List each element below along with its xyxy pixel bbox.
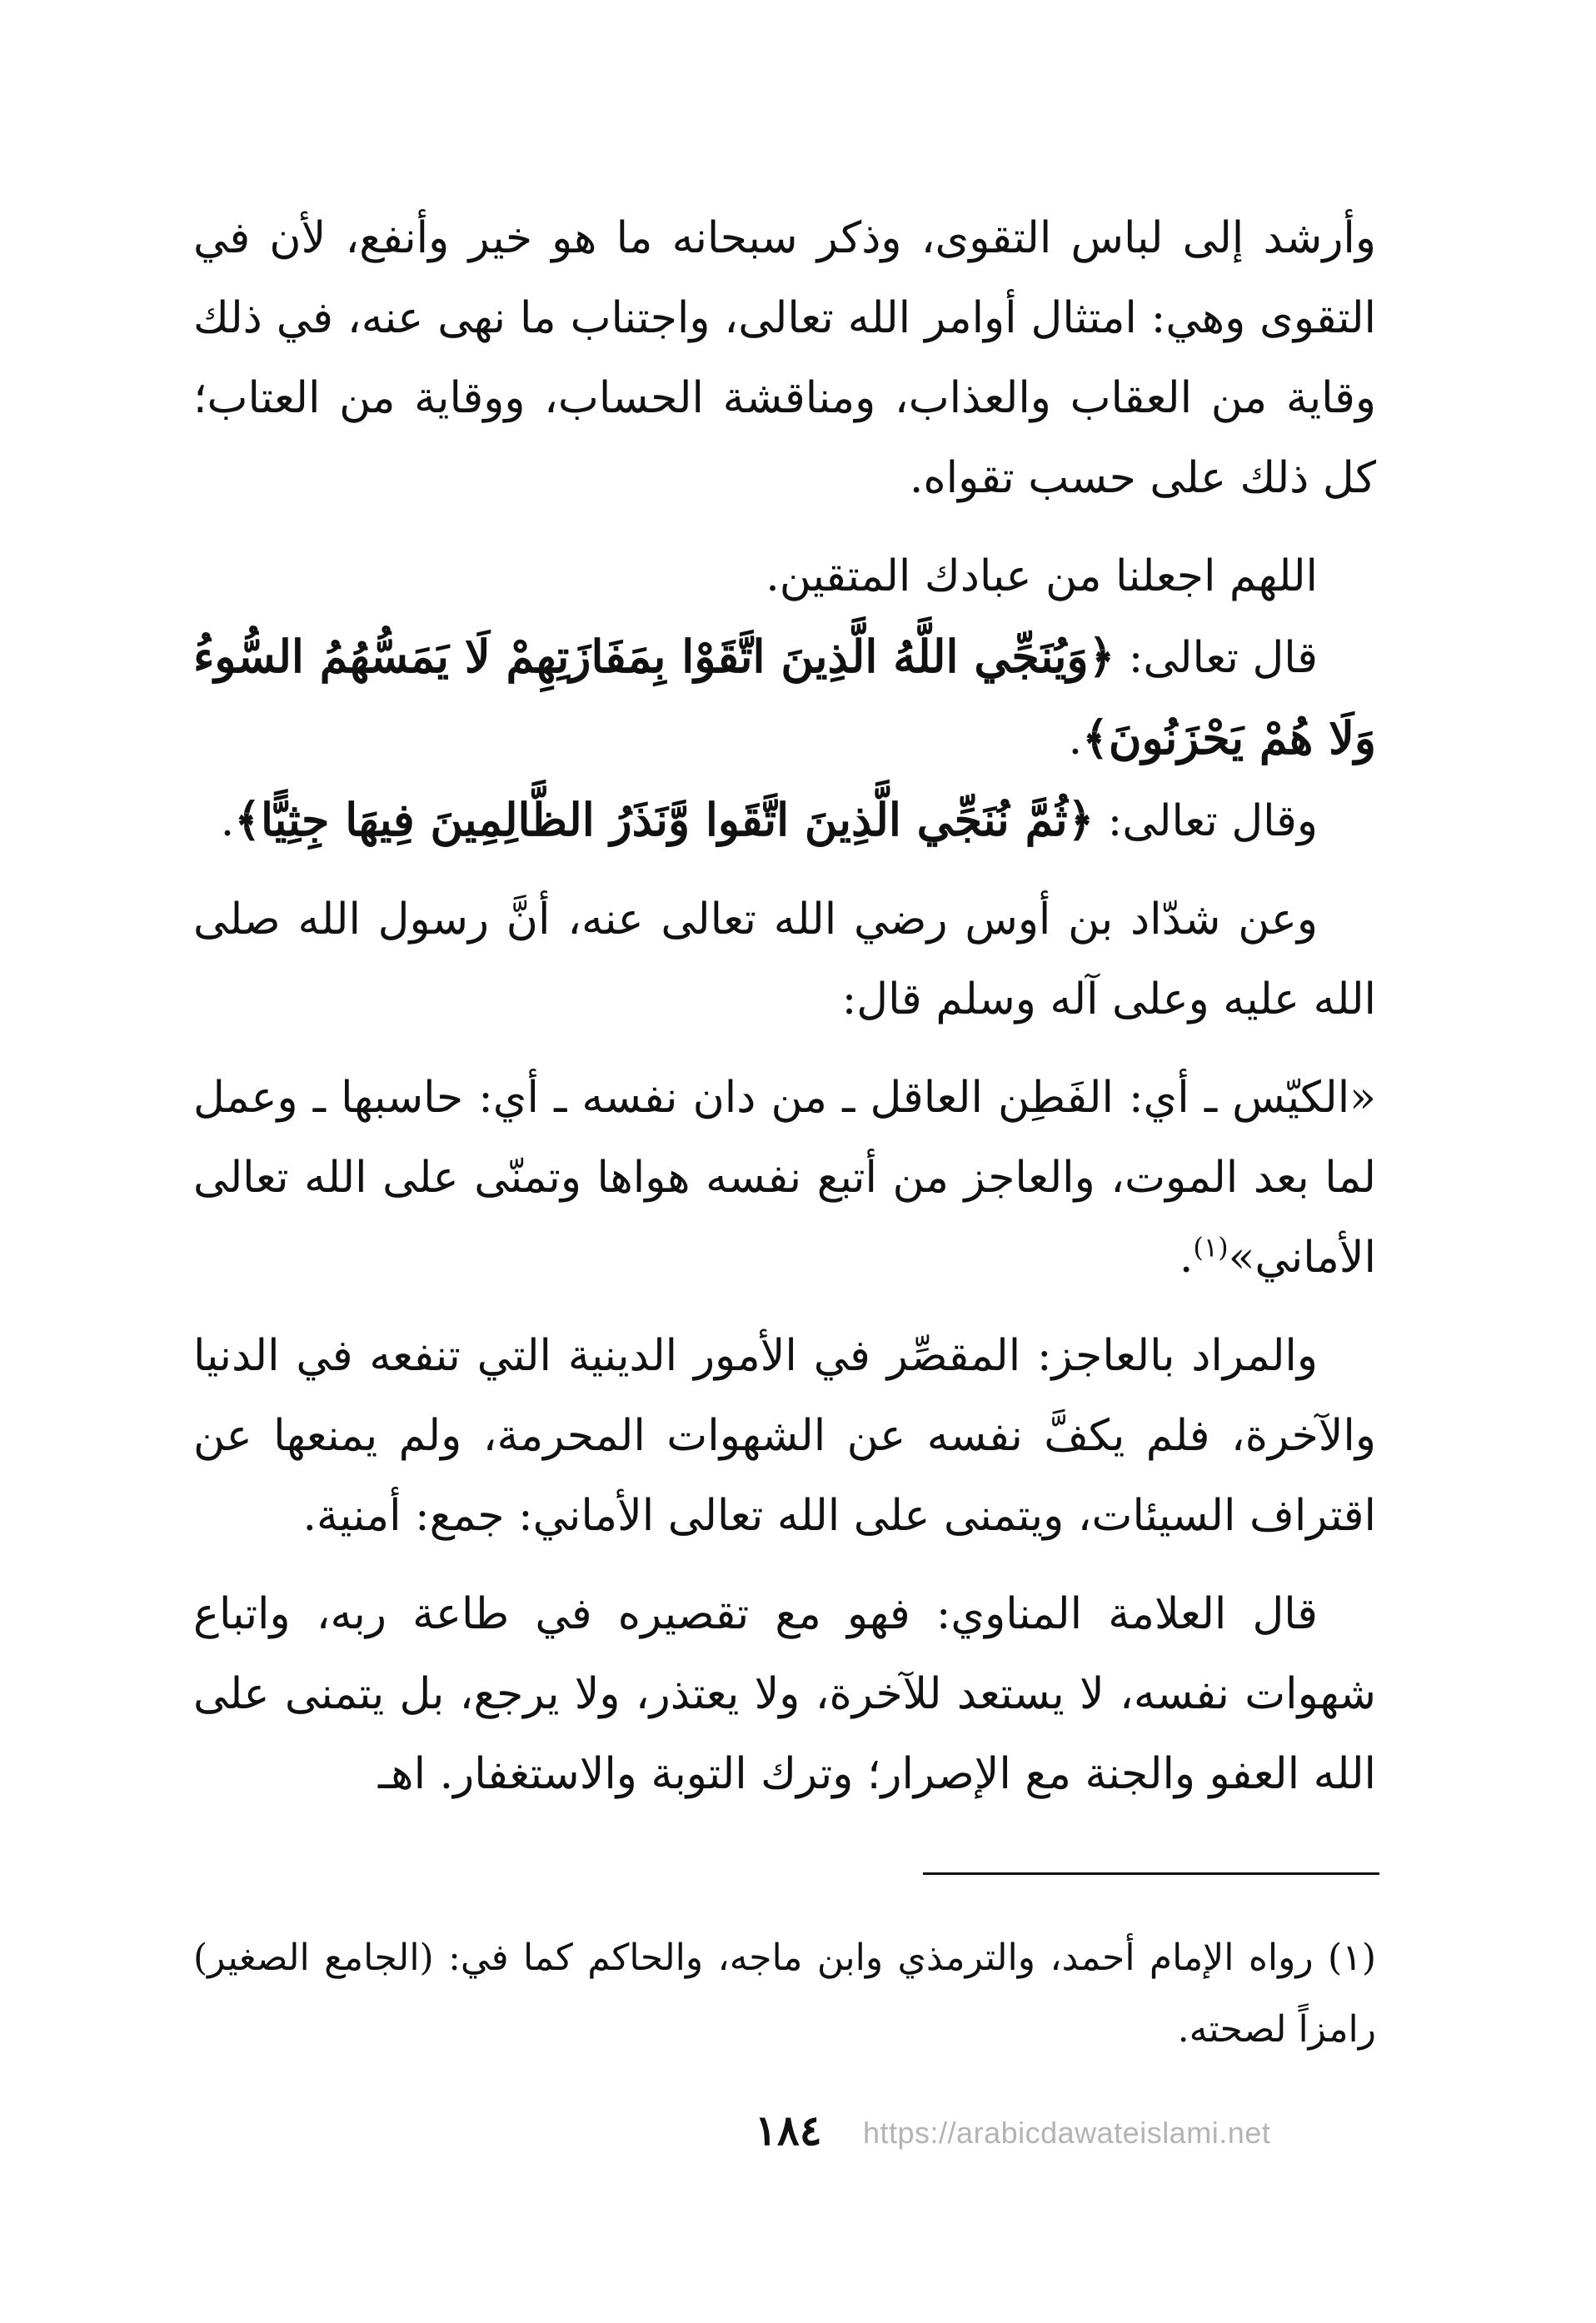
footnote-divider: [923, 1872, 1379, 1875]
quote-lead-1: قال تعالى:: [1115, 633, 1318, 683]
paragraph-4: [193, 780, 1376, 861]
quran-verse-2: ﴿ثُمَّ نُنَجِّي الَّذِينَ اتَّقَوا وَّنَذَرُ الظَّالِمِينَ فِيهَا جِثِيًّا﴾: [234, 793, 1095, 846]
paragraph-5: وعن شدّاد بن أوس رضي الله تعالى عنه، أنَّ رسول الله صلى الله عليه وعلى آله وسلم قال:: [193, 895, 1376, 1024]
footnote-reference: (١): [1193, 1231, 1229, 1264]
hadith-end: .: [1179, 1233, 1194, 1283]
quote-end-2: .: [220, 796, 235, 846]
quote-end-1: .: [1068, 715, 1083, 765]
main-text: [193, 198, 1376, 1814]
watermark-url: https://arabicdawateislami.net: [863, 2116, 1271, 2150]
hadith-text: [193, 1058, 1376, 1298]
paragraph-3: [193, 616, 1376, 780]
paragraph-2: اللهم اجعلنا من عبادك المتقين.: [766, 551, 1318, 601]
paragraph-1: وأرشد إلى لباس التقوى، وذكر سبحانه ما هو خير وأنفع، لأن في التقوى وهي: امتثال أوامر الله تعالى، واجتناب ما نهى عنه، في ذلك وقاية من العقاب والعذاب، ومناقشة الحساب، ووقاية من العتاب؛ كل ذلك على حسب تقواه.: [193, 213, 1376, 503]
page-number: ١٨٤: [755, 2106, 822, 2155]
footnote: (١) رواه الإمام أحمد، والترمذي وابن ماجه، والحاكم كما في: (الجامع الصغير) رامزاً لصحته.: [193, 1937, 1376, 2051]
hadith-body: «الكيّس ـ أي: الفَطِن العاقل ـ من دان نفسه ـ أي: حاسبها ـ وعمل لما بعد الموت، والعاجز من أتبع نفسه هواها وتمنّى على الله تعالى الأماني»: [193, 1073, 1376, 1283]
paragraph-7: والمراد بالعاجز: المقصِّر في الأمور الدينية التي تنفعه في الدنيا والآخرة، فلم يكفَّ نفسه عن الشهوات المحرمة، ولم يمنعها عن اقتراف السيئات، ويتمنى على الله تعالى الأماني: جمع: أمنية.: [193, 1331, 1376, 1541]
paragraph-8: قال العلامة المناوي: فهو مع تقصيره في طاعة ربه، واتباع شهوات نفسه، لا يستعد للآخرة، ولا يعتذر، ولا يرجع، بل يتمنى على الله العفو والجنة مع الإصرار؛ وترك التوبة والاستغفار. اهـ: [193, 1589, 1376, 1799]
quote-lead-2: وقال تعالى:: [1094, 796, 1318, 846]
quran-verse-1: ﴿وَيُنَجِّي اللَّهُ الَّذِينَ اتَّقَوْا بِمَفَازَتِهِمْ لَا يَمَسُّهُمُ السُّوءُ وَلَا هُمْ يَحْزَنُونَ﴾: [193, 630, 1376, 765]
